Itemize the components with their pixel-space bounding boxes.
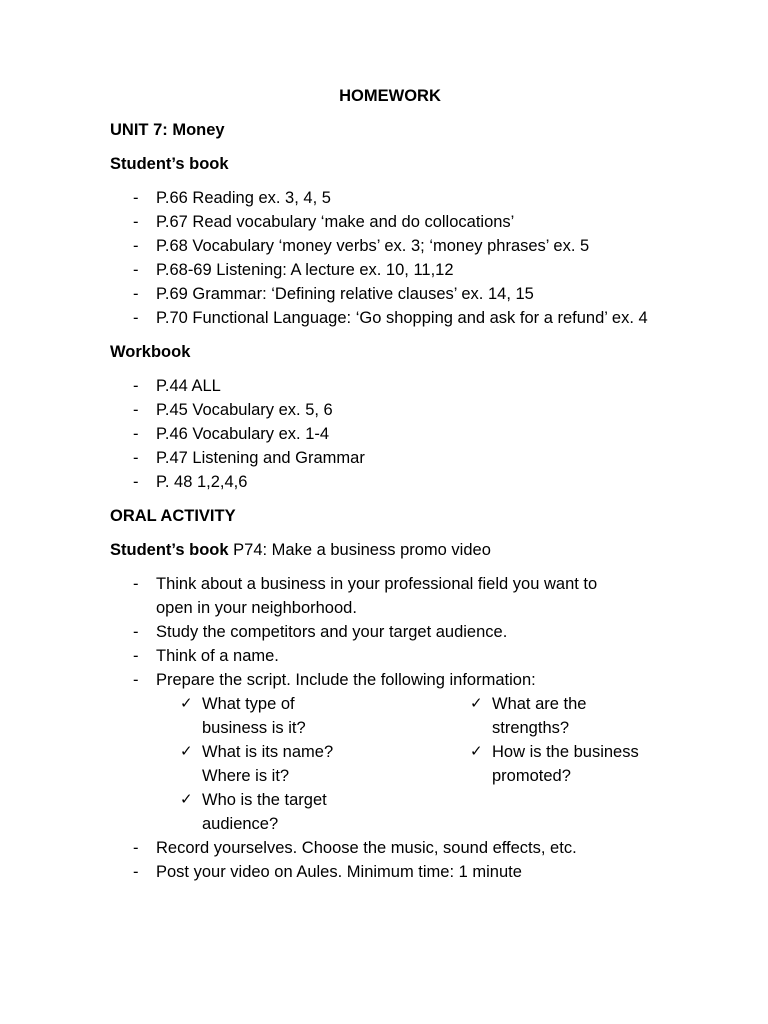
list-item: - Prepare the script. Include the following information: <box>110 668 670 692</box>
workbook-heading: Workbook <box>110 343 191 361</box>
check-item <box>180 740 352 788</box>
checkmark-icon: ✓ <box>470 743 483 760</box>
check-item <box>180 692 322 740</box>
students-book-heading: Student’s book <box>110 155 229 173</box>
checklist-left-column <box>110 692 470 836</box>
list-item: - P. 48 1,2,4,6 <box>110 470 670 494</box>
oral-intro <box>110 538 670 562</box>
document-page <box>110 84 670 894</box>
list-item: - P.69 Grammar: ‘Defining relative clauses’ ex. 14, 15 <box>110 282 670 306</box>
list-item: - P.66 Reading ex. 3, 4, 5 <box>110 186 670 210</box>
list-item: - P.67 Read vocabulary ‘make and do collocations’ <box>110 210 670 234</box>
list-item: - P.70 Functional Language: ‘Go shopping and ask for a refund’ ex. 4 <box>110 306 670 330</box>
list-item: - P.44 ALL <box>110 374 670 398</box>
list-item: - Study the competitors and your target audience. <box>110 620 670 644</box>
oral-activity-heading: ORAL ACTIVITY <box>110 507 236 525</box>
checkmark-icon: ✓ <box>180 695 193 712</box>
checkmark-icon: ✓ <box>470 695 483 712</box>
check-item-text: What are the strengths? <box>492 695 587 737</box>
list-item: - Record yourselves. Choose the music, sound effects, etc. <box>110 836 670 860</box>
oral-list-continued <box>110 836 670 884</box>
list-item: - Think about a business in your professional field you want to open in your neighborhood. <box>110 572 670 620</box>
unit-heading: UNIT 7: Money <box>110 121 225 139</box>
check-item-text: What is its name? Where is it? <box>202 743 334 785</box>
oral-intro-text: P74: Make a business promo video <box>228 541 491 559</box>
checkmark-icon: ✓ <box>180 743 193 760</box>
check-item <box>470 692 602 740</box>
page-title: HOMEWORK <box>339 87 441 105</box>
check-item <box>180 788 342 836</box>
list-item: - P.45 Vocabulary ex. 5, 6 <box>110 398 670 422</box>
workbook-list <box>110 374 670 494</box>
check-item-text: How is the business promoted? <box>492 743 639 785</box>
check-item-text: What type of business is it? <box>202 695 306 737</box>
oral-intro-bold: Student’s book <box>110 541 229 559</box>
list-item: - P.68-69 Listening: A lecture ex. 10, 11,12 <box>110 258 670 282</box>
script-checklist <box>64 692 670 836</box>
checkmark-icon: ✓ <box>180 791 193 808</box>
checklist-right-column <box>470 692 670 836</box>
students-book-list <box>110 186 670 330</box>
list-item: - P.68 Vocabulary ‘money verbs’ ex. 3; ‘money phrases’ ex. 5 <box>110 234 670 258</box>
list-item: - P.46 Vocabulary ex. 1-4 <box>110 422 670 446</box>
check-item-text: Who is the target audience? <box>202 791 327 833</box>
oral-list <box>110 572 670 692</box>
check-item <box>470 740 672 788</box>
list-item: - Post your video on Aules. Minimum time: 1 minute <box>110 860 670 884</box>
list-item: - P.47 Listening and Grammar <box>110 446 670 470</box>
list-item: - Think of a name. <box>110 644 670 668</box>
